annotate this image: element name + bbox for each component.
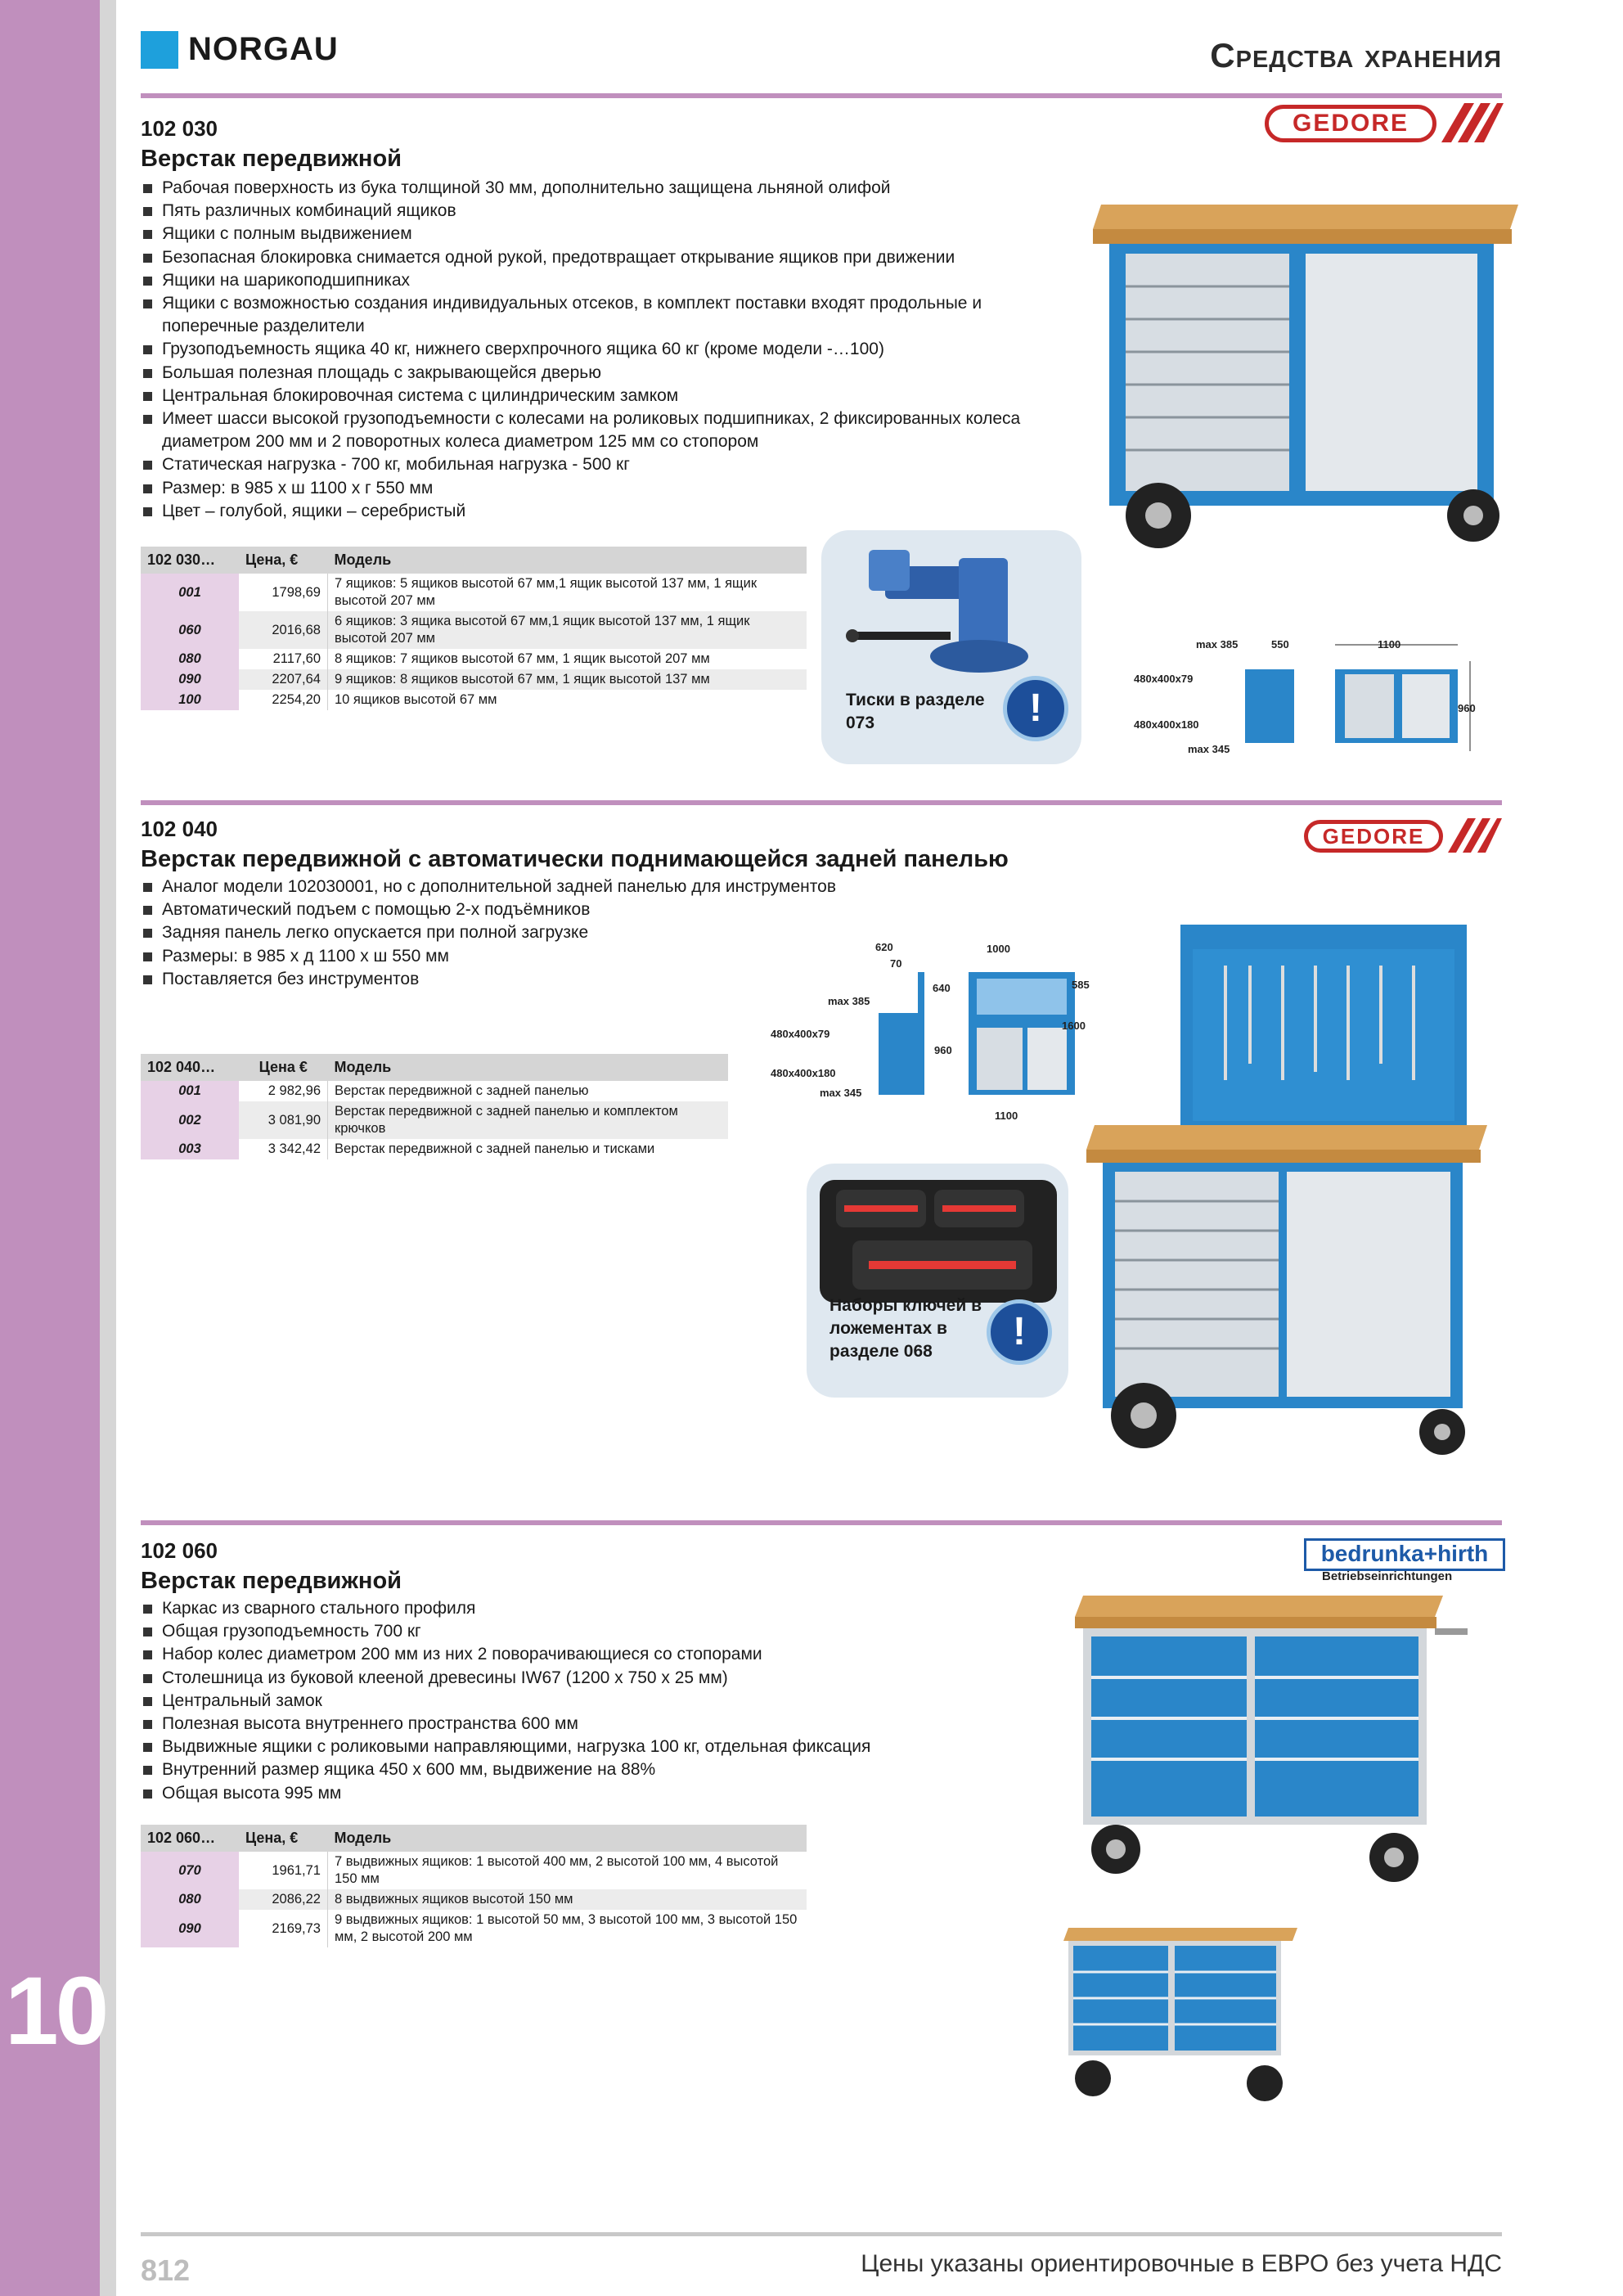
product-code: 102 030 <box>141 116 218 141</box>
gedore-stripes-icon <box>1448 818 1502 853</box>
table-row <box>141 611 807 649</box>
feature-item: Столешница из буковой клееной древесины IW67 (1200 х 750 х 25 мм) <box>141 1667 959 1690</box>
product-code: 102 040 <box>141 817 218 841</box>
model-cell: 001 <box>141 1081 239 1101</box>
dimension-label: 1600 <box>1062 1020 1086 1032</box>
dimension-label: 640 <box>933 982 951 994</box>
dimension-label: 1000 <box>987 943 1010 955</box>
feature-item: Каркас из сварного стального профиля <box>141 1597 959 1620</box>
column-header: Модель <box>328 1054 729 1081</box>
gedore-logo: GEDORE <box>1304 820 1443 853</box>
table-row <box>141 1852 807 1889</box>
feature-list <box>141 177 1041 523</box>
model-cell: 090 <box>141 1910 239 1947</box>
table-header-row <box>141 1825 807 1852</box>
dimension-label: 480x400x79 <box>771 1028 830 1040</box>
dimension-label: 480x400x180 <box>1134 718 1199 731</box>
dimension-label: max 345 <box>1188 743 1230 755</box>
cross-reference-box <box>807 1164 1068 1398</box>
table-row <box>141 1889 807 1910</box>
feature-list <box>141 876 877 991</box>
model-cell: 090 <box>141 669 239 690</box>
feature-item: Автоматический подъем с помощью 2-х подъёмников <box>141 898 877 921</box>
brand-name: NORGAU <box>188 31 339 67</box>
page-number: 812 <box>141 2253 191 2287</box>
wrench-set-image <box>820 1180 1057 1303</box>
chapter-number: 10 <box>5 1957 106 2065</box>
dimension-label: max 385 <box>828 995 870 1007</box>
description-cell: Верстак передвижной с задней панелью <box>335 1083 589 1098</box>
workbench-image <box>1085 188 1526 606</box>
dimension-label: max 385 <box>1196 638 1239 651</box>
vise-image <box>836 542 1073 689</box>
cross-reference-text: Тиски в разделе 073 <box>846 691 985 732</box>
footer-rule <box>141 2232 1502 2236</box>
dimension-label: 1100 <box>995 1110 1018 1122</box>
feature-item: Размеры: в 985 х д 1100 х ш 550 мм <box>141 945 877 968</box>
model-cell: 080 <box>141 649 239 669</box>
feature-list <box>141 1597 959 1805</box>
table-row <box>141 1910 807 1947</box>
feature-item: Статическая нагрузка - 700 кг, мобильная нагрузка - 500 кг <box>141 453 1041 476</box>
price-table <box>141 1054 728 1159</box>
price-cell: 1961,71 <box>239 1852 328 1889</box>
description-cell: 10 ящиков высотой 67 мм <box>335 692 497 707</box>
feature-item: Ящики с возможностью создания индивидуальных отсеков, в комплект поставки входят продольные и поперечные разделители <box>141 292 1029 338</box>
dimension-label: max 345 <box>820 1087 862 1099</box>
cross-reference-box <box>821 530 1081 764</box>
drawer-workbench-small-image <box>1060 1923 1306 2111</box>
description-cell: 7 выдвижных ящиков: 1 высотой 400 мм, 2 высотой 100 мм, 4 высотой 150 мм <box>335 1854 779 1886</box>
dimension-label: 70 <box>890 957 902 970</box>
feature-item: Имеет шасси высокой грузоподъемности с колесами на роликовых подшипниках, 2 фиксированных колеса диаметром 200 мм и 2 поворотных колеса диаметром 125 мм со стопором <box>141 407 1045 453</box>
table-row <box>141 1139 728 1159</box>
price-cell: 2254,20 <box>239 690 328 710</box>
table-row <box>141 574 807 611</box>
table-row <box>141 690 807 710</box>
model-cell: 003 <box>141 1139 239 1159</box>
feature-item: Рабочая поверхность из бука толщиной 30 мм, дополнительно защищена льняной олифой <box>141 177 1041 200</box>
feature-item: Задняя панель легко опускается при полной загрузке <box>141 921 877 944</box>
dimension-label: 585 <box>1072 979 1090 991</box>
workbench-with-panel-image <box>1078 916 1504 1481</box>
dimension-label: 1100 <box>1378 638 1401 651</box>
table-header-row <box>141 1054 728 1081</box>
dimension-drawing <box>1131 637 1482 768</box>
feature-item: Цвет – голубой, ящики – серебристый <box>141 500 1041 523</box>
description-cell: 6 ящиков: 3 ящика высотой 67 мм,1 ящик высотой 137 мм, 1 ящик высотой 207 мм <box>328 611 807 649</box>
table-row <box>141 1101 728 1139</box>
table-row <box>141 1081 728 1101</box>
feature-item: Ящики на шарикоподшипниках <box>141 269 1041 292</box>
feature-item: Размер: в 985 х ш 1100 х г 550 мм <box>141 477 1041 500</box>
feature-item: Набор колес диаметром 200 мм из них 2 поворачивающиеся со стопорами <box>141 1643 959 1666</box>
feature-item: Большая полезная площадь с закрывающейся дверью <box>141 362 1041 385</box>
product-title: Верстак передвижной с автоматически поднимающейся задней панелью <box>141 846 1009 872</box>
feature-item: Безопасная блокировка снимается одной рукой, предотвращает открывание ящиков при движении <box>141 246 1041 269</box>
brand-subtitle: Betriebseinrichtungen <box>1322 1569 1453 1583</box>
description-cell: Верстак передвижной с задней панелью и тисками <box>335 1141 655 1156</box>
table-header-row <box>141 547 807 574</box>
feature-item: Ящики с полным выдвижением <box>141 223 1041 245</box>
chapter-side-band <box>0 0 100 2296</box>
description-cell: 9 ящиков: 8 ящиков высотой 67 мм, 1 ящик высотой 137 мм <box>328 669 807 690</box>
price-cell: 3 342,42 <box>239 1139 328 1159</box>
feature-item: Внутренний размер ящика 450 х 600 мм, выдвижение на 88% <box>141 1758 959 1781</box>
gedore-logo: GEDORE <box>1265 105 1436 142</box>
bedrunka-hirth-logo: bedrunka+hirth <box>1304 1538 1505 1571</box>
feature-item: Полезная высота внутреннего пространства 600 мм <box>141 1713 959 1736</box>
table-row <box>141 649 807 669</box>
side-gray-strip <box>100 0 116 2296</box>
price-table <box>141 1825 807 1947</box>
column-header: 102 040… <box>141 1054 239 1081</box>
section-rule <box>141 1520 1502 1525</box>
feature-item: Грузоподъемность ящика 40 кг, нижнего сверхпрочного ящика 60 кг (кроме модели -…100) <box>141 338 1041 361</box>
drawer-workbench-large-image <box>1067 1587 1492 1898</box>
brand-logo-icon <box>141 31 178 69</box>
dimension-label: 550 <box>1271 638 1289 651</box>
product-title: Верстак передвижной <box>141 146 402 172</box>
price-cell: 2169,73 <box>239 1910 328 1947</box>
description-cell: 9 выдвижных ящиков: 1 высотой 50 мм, 3 высотой 100 мм, 3 высотой 150 мм, 2 высотой 200 мм <box>335 1912 798 1944</box>
info-icon: ! <box>987 1299 1052 1365</box>
column-header: Цена, € <box>239 1825 328 1852</box>
description-cell: 8 ящиков: 7 ящиков высотой 67 мм, 1 ящик высотой 207 мм <box>335 651 710 666</box>
table-row <box>141 669 807 690</box>
column-header: Модель <box>328 1825 807 1852</box>
model-cell: 100 <box>141 690 239 710</box>
section-title: Средства хранения <box>1210 36 1502 74</box>
description-cell: 8 выдвижных ящиков высотой 150 мм <box>328 1889 807 1910</box>
column-header: 102 030… <box>141 547 239 574</box>
column-header: Модель <box>328 547 807 574</box>
description-cell: Верстак передвижной с задней панелью и комплектом крючков <box>328 1101 729 1139</box>
price-table <box>141 547 807 710</box>
model-cell: 080 <box>141 1889 239 1910</box>
dimension-label: 960 <box>934 1044 952 1056</box>
description-cell: 7 ящиков: 5 ящиков высотой 67 мм,1 ящик высотой 137 мм, 1 ящик высотой 207 мм <box>335 576 758 608</box>
feature-item: Поставляется без инструментов <box>141 968 877 991</box>
price-cell: 2 982,96 <box>239 1081 328 1101</box>
product-code: 102 060 <box>141 1538 218 1563</box>
model-cell: 001 <box>141 574 239 611</box>
dimension-label: 620 <box>875 941 893 953</box>
feature-item: Общая высота 995 мм <box>141 1782 959 1805</box>
footer-note: Цены указаны ориентировочные в ЕВРО без учета НДС <box>861 2250 1502 2277</box>
product-title: Верстак передвижной <box>141 1568 402 1594</box>
price-cell: 2207,64 <box>239 669 328 690</box>
feature-item: Пять различных комбинаций ящиков <box>141 200 1041 223</box>
column-header: 102 060… <box>141 1825 239 1852</box>
feature-item: Центральная блокировочная система с цилиндрическим замком <box>141 385 1041 407</box>
price-cell: 2016,68 <box>239 611 328 649</box>
model-cell: 060 <box>141 611 239 649</box>
section-rule <box>141 800 1502 805</box>
info-icon: ! <box>1003 676 1068 741</box>
feature-item: Центральный замок <box>141 1690 959 1713</box>
column-header: Цена, € <box>239 547 328 574</box>
feature-item: Выдвижные ящики с роликовыми направляющими, нагрузка 100 кг, отдельная фиксация <box>141 1736 959 1758</box>
cross-reference-text: Наборы ключей в ложементах в разделе 068 <box>829 1296 982 1361</box>
price-cell: 2086,22 <box>239 1889 328 1910</box>
header-rule <box>141 93 1502 98</box>
gedore-stripes-icon <box>1441 103 1504 142</box>
model-cell: 002 <box>141 1101 239 1139</box>
price-cell: 2117,60 <box>239 649 328 669</box>
dimension-label: 480x400x180 <box>771 1067 836 1079</box>
price-cell: 3 081,90 <box>239 1101 328 1139</box>
column-header: Цена € <box>239 1054 328 1081</box>
dimension-label: 480x400x79 <box>1134 673 1194 685</box>
dimension-label: 960 <box>1458 702 1476 714</box>
price-cell: 1798,69 <box>239 574 328 611</box>
model-cell: 070 <box>141 1852 239 1889</box>
feature-item: Общая грузоподъемность 700 кг <box>141 1620 959 1643</box>
feature-item: Аналог модели 102030001, но с дополнительной задней панелью для инструментов <box>141 876 877 898</box>
